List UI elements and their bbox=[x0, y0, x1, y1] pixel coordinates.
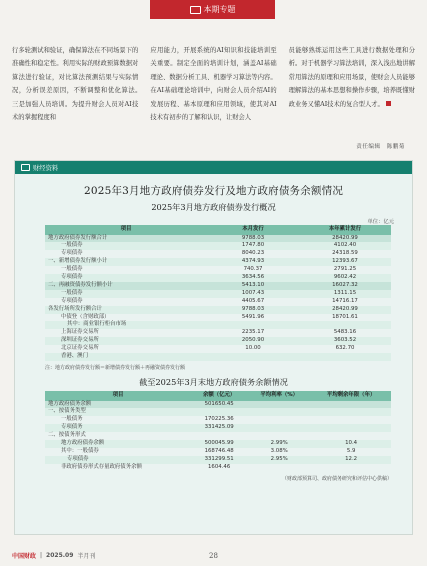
row-label: 专项债券 bbox=[45, 274, 207, 282]
row-label: 二、再融资债券发行额小计 bbox=[45, 282, 207, 290]
row-label: 专项债券 bbox=[61, 297, 83, 304]
row-month-value bbox=[207, 353, 299, 361]
table-row bbox=[45, 282, 391, 290]
unit-label: 单位：亿元 bbox=[367, 219, 394, 225]
row-month-value: 9788.03 bbox=[207, 306, 299, 314]
table-row bbox=[45, 242, 391, 250]
row-month-value: 9788.03 bbox=[207, 235, 299, 243]
row-ytd-value: 24318.59 bbox=[332, 250, 358, 257]
col-header: 本月发行 bbox=[207, 225, 299, 235]
row-ytd-value: 28420.99 bbox=[299, 235, 391, 243]
col-header: 本年累计发行 bbox=[299, 225, 391, 235]
table2-title: 截至2025年3月末地方政府债务余额情况 bbox=[139, 377, 288, 387]
row-month-value: 5413.10 bbox=[207, 282, 299, 290]
row-ytd-value: 9602.42 bbox=[299, 274, 391, 282]
row-label: 深圳证券交易所 bbox=[45, 337, 207, 345]
table-row bbox=[45, 448, 391, 456]
row-label: 一般债券 bbox=[61, 266, 83, 273]
table-row bbox=[45, 456, 391, 464]
table-row bbox=[45, 306, 391, 314]
article-column-3-text: 员能够熟练运用这些工具进行数据处理和分析。对于机器学习算法培训，深入浅出地讲解常用算法的原理和应用场景，使财会人员能够理解算法的基本思想和操作步骤，培养既懂财政业务又懂AI技术的复合型人才。 bbox=[288, 47, 415, 108]
footer-issue: 2025.09 bbox=[46, 552, 74, 559]
row-month-value bbox=[207, 321, 299, 329]
row-label: 中债登（含财政部） bbox=[61, 313, 110, 320]
col-header: 项目 bbox=[45, 225, 207, 235]
row-balance bbox=[191, 408, 247, 416]
table-row bbox=[45, 424, 391, 432]
table-row bbox=[45, 401, 391, 409]
row-ytd-value: 2791.25 bbox=[333, 266, 357, 273]
table-row bbox=[45, 258, 391, 266]
footer-brand: 中国财政 bbox=[12, 553, 37, 560]
row-label: 北京证券交易所 bbox=[61, 345, 99, 352]
row-label: 一般债务 bbox=[61, 416, 83, 423]
row-balance: 331425.09 bbox=[191, 424, 247, 432]
row-rate bbox=[247, 416, 311, 424]
row-ytd-value bbox=[299, 321, 391, 329]
row-years bbox=[311, 416, 391, 424]
source-credit: （财政部预算司、政府债务研究和评估中心供稿） bbox=[281, 475, 392, 482]
footer-sep: | bbox=[40, 552, 43, 559]
row-label: 各发行场所发行额合计 bbox=[45, 306, 207, 314]
row-rate: 3.08% bbox=[270, 447, 288, 454]
row-rate: 2.99% bbox=[247, 440, 311, 448]
row-balance: 1604.46 bbox=[208, 463, 231, 470]
row-rate bbox=[247, 464, 311, 472]
row-ytd-value: 3603.52 bbox=[299, 337, 391, 345]
row-label: 其中：商业银行柜台市场 bbox=[45, 321, 207, 329]
page-number: 28 bbox=[209, 552, 218, 560]
debt-balance-table bbox=[45, 391, 391, 472]
row-label: 二、按债务形式 bbox=[48, 432, 86, 439]
table-row bbox=[45, 464, 391, 472]
row-years bbox=[311, 432, 391, 440]
row-month-value: 8040.23 bbox=[241, 250, 265, 257]
editor-credit: 责任编辑 陈鹏菊 bbox=[356, 144, 405, 150]
row-label: 一般债券 bbox=[45, 242, 207, 250]
article-column-3 bbox=[289, 44, 415, 124]
row-ytd-value: 1311.15 bbox=[299, 290, 391, 298]
section-tab-label: 本期专题 bbox=[203, 5, 236, 14]
row-label: 其中：一般债券 bbox=[61, 447, 99, 454]
row-years: 10.4 bbox=[311, 440, 391, 448]
footer-period: 半月刊 bbox=[77, 553, 96, 560]
row-label: 地方政府债务余额 bbox=[45, 401, 191, 409]
row-label: 地方政府债券发行额合计 bbox=[45, 235, 207, 243]
table-row bbox=[45, 353, 391, 361]
row-ytd-value: 18701.61 bbox=[332, 313, 358, 320]
row-label: 地方政府债券余额 bbox=[45, 440, 191, 448]
table-row bbox=[45, 337, 391, 345]
table-row bbox=[45, 440, 391, 448]
section-tab bbox=[150, 0, 275, 19]
row-label: 香港、澳门 bbox=[45, 353, 207, 361]
col-header: 余额（亿元） bbox=[191, 391, 247, 401]
row-label: 上海证券交易所 bbox=[61, 329, 99, 336]
row-month-value: 5491.96 bbox=[241, 313, 265, 320]
col-header: 项目 bbox=[45, 391, 191, 401]
article-column-2: 应用能力，开展系统的AI知识和技能培训至关重要。制定全面的培训计划，涵盖AI基础理论、数据分析工具、机器学习算法等内容。在AI基础理论培训中，向财会人员介绍AI的发展历程、基本原理和应用领域，使其对AI技术有初步的了解和认识，让财会人 bbox=[150, 47, 277, 122]
row-label: 专项债券 bbox=[45, 456, 191, 464]
row-balance: 501650.45 bbox=[191, 401, 247, 409]
row-label: 专项债券 bbox=[61, 250, 83, 257]
row-balance: 331299.51 bbox=[191, 456, 247, 464]
row-label: 专项债务 bbox=[45, 424, 191, 432]
row-rate: 2.95% bbox=[247, 456, 311, 464]
row-ytd-value bbox=[299, 353, 391, 361]
row-years bbox=[311, 464, 391, 472]
col-header: 平均利率（%） bbox=[247, 391, 311, 401]
row-years bbox=[311, 408, 391, 416]
row-years: 12.2 bbox=[311, 456, 391, 464]
data-panel bbox=[14, 160, 413, 535]
row-month-value: 2050.90 bbox=[207, 337, 299, 345]
row-rate bbox=[247, 432, 311, 440]
row-ytd-value: 28420.99 bbox=[299, 306, 391, 314]
magazine-icon bbox=[190, 6, 201, 14]
article-body bbox=[12, 44, 415, 124]
panel-label: 财经资料 bbox=[33, 165, 59, 172]
table-row bbox=[45, 345, 391, 353]
row-month-value: 4405.67 bbox=[241, 297, 265, 304]
table1-title: 2025年3月地方政府债券发行概况 bbox=[151, 202, 276, 212]
row-ytd-value: 4102.40 bbox=[299, 242, 391, 250]
table-row bbox=[45, 235, 391, 243]
row-balance: 170225.36 bbox=[204, 416, 234, 423]
table1-note: 注：地方政府债券发行额＝新增债券发行额＋再融资债券发行额 bbox=[45, 365, 186, 371]
row-label: 非政府债券形式存量政府债务余额 bbox=[61, 463, 142, 470]
table-row bbox=[45, 432, 391, 440]
row-balance: 168746.48 bbox=[204, 447, 234, 454]
row-month-value: 10.00 bbox=[245, 345, 261, 352]
row-label: 一、新增债券发行额小计 bbox=[45, 258, 207, 266]
article-column-1: 行多轮测试和验证，确保算法在不同场景下的准确性和稳定性。利用实际的财政预算数据对算法进行验证，对比算法预测结果与实际情况，分析误差原因，不断调整和优化算法。 三是加强人员培训。为提升财会人员对AI技术的掌握程度和 bbox=[12, 47, 145, 122]
row-rate bbox=[247, 408, 311, 416]
row-label: 一般债券 bbox=[45, 290, 207, 298]
row-ytd-value: 12393.67 bbox=[299, 258, 391, 266]
row-ytd-value: 14716.17 bbox=[332, 297, 358, 304]
table-row bbox=[45, 408, 391, 416]
table-row bbox=[45, 290, 391, 298]
data-icon bbox=[21, 164, 30, 171]
row-month-value: 1747.80 bbox=[207, 242, 299, 250]
row-years: 5.9 bbox=[346, 447, 356, 454]
table-row bbox=[45, 266, 391, 274]
row-month-value: 1007.43 bbox=[207, 290, 299, 298]
panel-header bbox=[15, 161, 412, 174]
table-row bbox=[45, 416, 391, 424]
issuance-table bbox=[45, 225, 391, 361]
row-years bbox=[311, 401, 391, 409]
row-ytd-value: 16027.32 bbox=[299, 282, 391, 290]
row-month-value: 3634.56 bbox=[207, 274, 299, 282]
end-mark-icon bbox=[386, 101, 391, 106]
table-row bbox=[45, 298, 391, 306]
row-ytd-value: 632.70 bbox=[335, 345, 355, 352]
row-label: 一、按债务类型 bbox=[45, 408, 191, 416]
row-rate bbox=[247, 424, 311, 432]
row-balance: 500045.99 bbox=[191, 440, 247, 448]
row-ytd-value: 5483.16 bbox=[333, 329, 357, 336]
row-month-value: 4374.93 bbox=[207, 258, 299, 266]
row-balance bbox=[191, 432, 247, 440]
row-years bbox=[311, 424, 391, 432]
row-month-value: 740.37 bbox=[243, 266, 263, 273]
row-rate bbox=[247, 401, 311, 409]
table-row bbox=[45, 274, 391, 282]
panel-title: 2025年3月地方政府债券发行及地方政府债务余额情况 bbox=[83, 185, 344, 197]
row-month-value: 2235.17 bbox=[241, 329, 265, 336]
col-header: 平均剩余年限（年） bbox=[311, 391, 391, 401]
